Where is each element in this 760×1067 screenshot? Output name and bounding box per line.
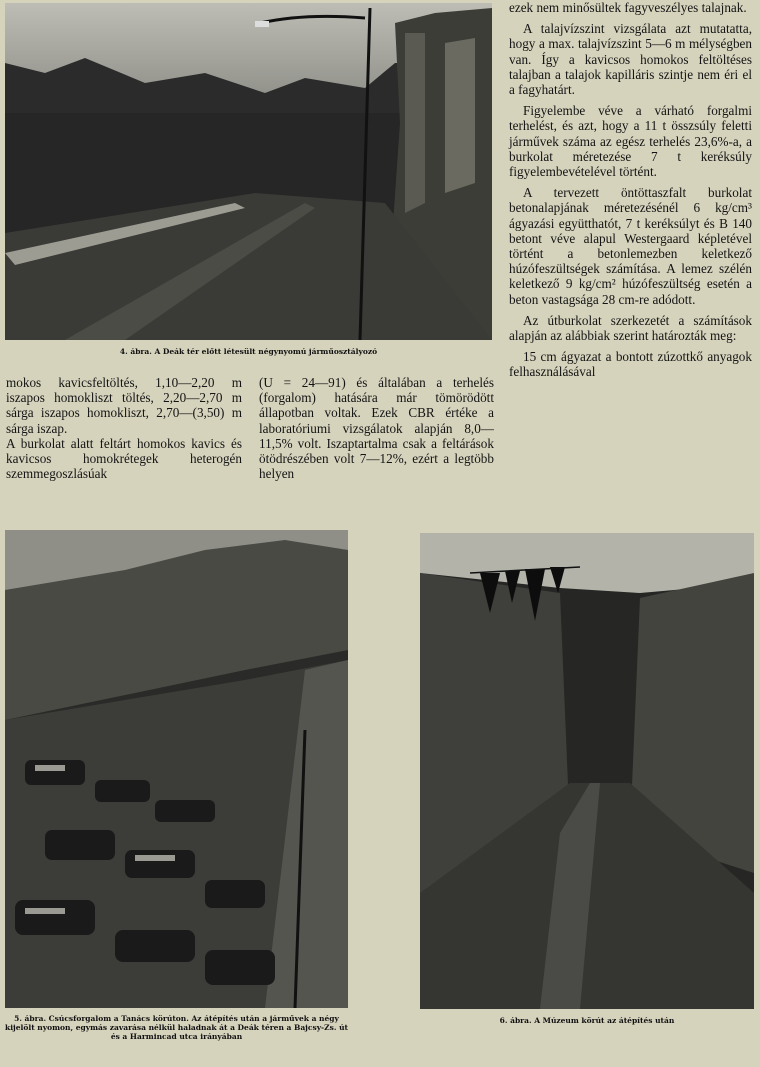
figure-6-photo [420, 533, 754, 1009]
figure-5-photo [5, 530, 348, 1008]
paragraph: Figyelembe véve a várható forgalmi terhelést, és azt, hogy a 11 t összsúly feletti járművek száma az egész terhelés 23,6%-a, a burkolat méretezése 7 t keréksúly figyelembevételével történt. [509, 103, 752, 180]
paragraph: Az útburkolat szerkezetét a számítások alapján az alábbiak szerint határozták meg: [509, 312, 752, 344]
paragraph: 15 cm ágyazat a bontott zúzottkő anyagok felhasználásával [509, 349, 752, 380]
paragraph: (U = 24—91) és általában a terhelés (forgalom) hatására már tömörödött állapotban voltak. Ezek CBR értéke a laboratóriumi vizsgálatok alapján 8,0—11,5% volt. Iszaptartalma csak a feltárások ötödrészében volt 7—12%, ezért a legtöbb helyen [259, 375, 494, 482]
figure-4-caption: 4. ábra. A Deák tér előtt létesült négynyomú járműosztályozó [119, 347, 378, 356]
paragraph: A burkolat alatt feltárt homokos kavics és kavicsos homokrétegek heterogén szemmegoszlásúak [6, 435, 242, 482]
middle-column-text [259, 375, 494, 481]
paragraph: mokos kavicsfeltöltés, 1,10—2,20 m iszapos homokliszt töltés, 2,20—2,70 m sárga iszapos homokliszt, 2,70—(3,50) m sárga iszap. [6, 375, 242, 436]
figure-6-caption: 6. ábra. A Múzeum körút az átépítés után [499, 1016, 675, 1025]
right-column-text [509, 0, 752, 380]
paragraph: A talajvízszint vizsgálata azt mutatatta, hogy a max. talajvízszint 5—6 m mélységben van. Így a kavicsos homokos feltöltéses talajban a talajok kapilláris szintje nem éri el a fagyhatárt. [509, 21, 752, 98]
figure-5-caption: 5. ábra. Csúcsforgalom a Tanács körúton. Az átépítés után a járművek a négy kijelölt nyomon, egymás zavarása nélkül haladnak át a Deák téren a Bajcsy-Zs. út és a Harmincad utca irányában [5, 1014, 348, 1041]
left-column-text [6, 375, 242, 481]
figure-4-photo [5, 3, 492, 340]
paragraph: ezek nem minősültek fagyveszélyes talajnak. [509, 0, 747, 15]
paragraph: A tervezett öntöttaszfalt burkolat betonalapjának méretezésénél 6 kg/cm³ ágyazási együtthatót, 7 t keréksúlyt és B 140 betont véve alapul Westergaard képletével történt a betonlemezben keletkező húzófeszültségek számítása. A lemez szélén keletkező 9 kg/cm² húzófeszültség esetén a beton vastagsága 28 cm-re adódott. [509, 185, 752, 307]
